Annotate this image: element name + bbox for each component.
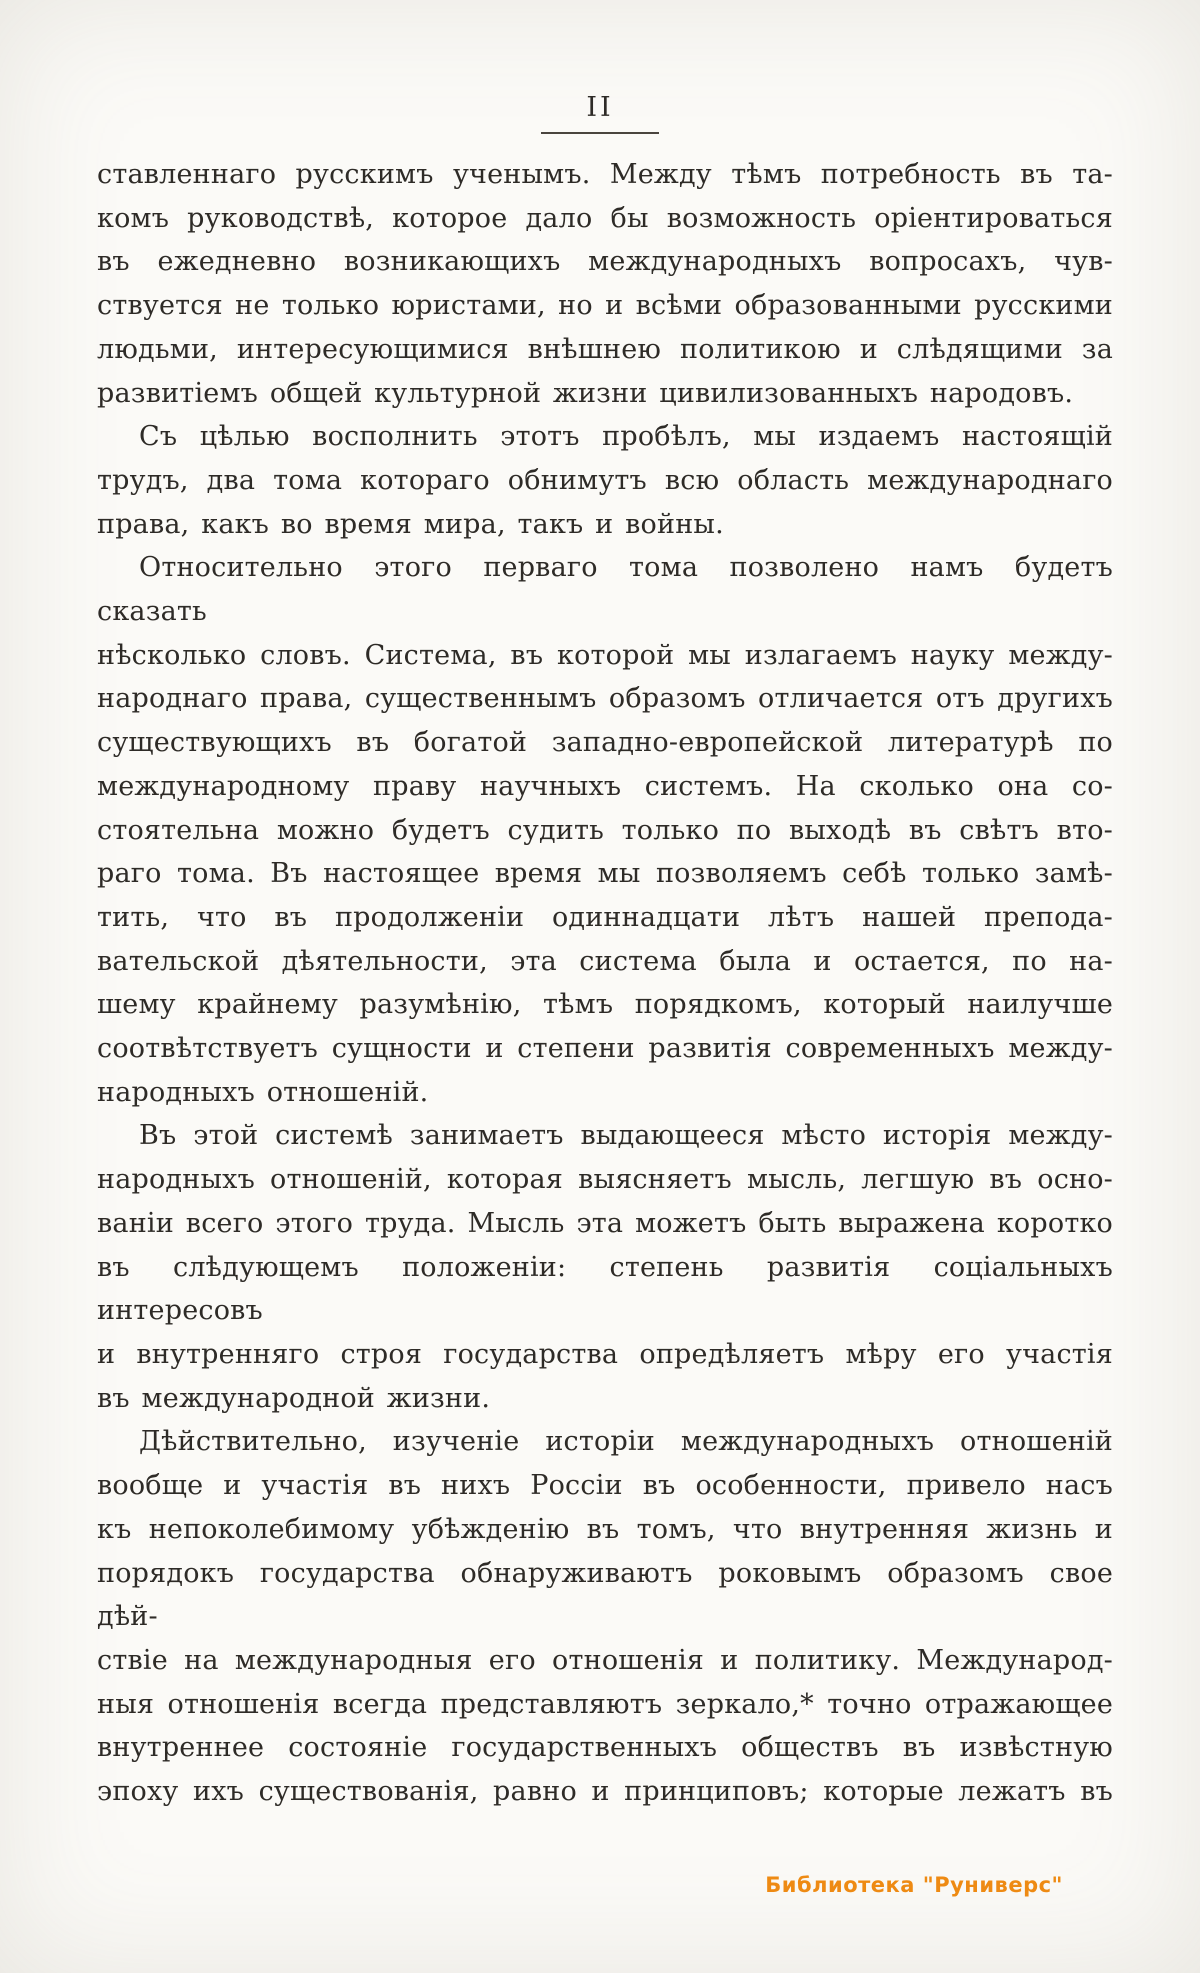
text-line: нѣсколько словъ. Система, въ которой мы излагаемъ науку между- bbox=[97, 639, 1113, 671]
library-watermark: Библиотека "Руниверс" bbox=[765, 1873, 1063, 1897]
text-line: Относительно этого перваго тома позволено намъ будетъ сказать bbox=[97, 552, 1113, 628]
text-line: ваніи всего этого труда. Мысль эта можетъ быть выражена коротко bbox=[97, 1207, 1113, 1239]
text-line: въ ежедневно возникающихъ международныхъ вопросахъ, чув- bbox=[97, 246, 1113, 278]
text-line: вообще и участія въ нихъ Россіи въ особенности, привело насъ bbox=[97, 1470, 1113, 1502]
text-line: Въ этой системѣ занимаетъ выдающееся мѣсто исторія между- bbox=[139, 1120, 1113, 1152]
paragraph bbox=[97, 153, 1113, 415]
text-line: порядокъ государства обнаруживаютъ роковымъ образомъ свое дѣй- bbox=[97, 1557, 1113, 1633]
text-line: и внутренняго строя государства опредѣляетъ мѣру его участія bbox=[97, 1338, 1113, 1370]
text-line: раго тома. Въ настоящее время мы позволяемъ себѣ только замѣ- bbox=[97, 858, 1113, 890]
paragraph bbox=[97, 546, 1113, 1114]
header-rule bbox=[541, 132, 659, 134]
text-line: Съ цѣлью восполнить этотъ пробѣлъ, мы издаемъ настоящій bbox=[139, 421, 1113, 453]
paragraph bbox=[97, 1114, 1113, 1420]
text-line: ставленнаго русскимъ ученымъ. Между тѣмъ потребность въ та- bbox=[97, 159, 1113, 190]
page-header bbox=[0, 92, 1200, 134]
text-line: ствуется не только юристами, но и всѣми образованными русскими bbox=[97, 290, 1113, 322]
text-line: въ слѣдующемъ положеніи: степень развитія соціальныхъ интересовъ bbox=[97, 1251, 1113, 1327]
text-line: ныя отношенія всегда представляютъ зеркало,* точно отражающее bbox=[97, 1688, 1113, 1720]
text-line: внутреннее состояніе государственныхъ обществъ въ извѣстную bbox=[97, 1732, 1113, 1764]
text-line: вательской дѣятельности, эта система была и остается, по на- bbox=[97, 945, 1113, 977]
text-line: развитіемъ общей культурной жизни цивилизованныхъ народовъ. bbox=[97, 377, 1074, 409]
text-line: ствіе на международныя его отношенія и политику. Международ- bbox=[97, 1644, 1113, 1676]
text-line: въ международной жизни. bbox=[97, 1382, 491, 1414]
text-line: народныхъ отношеній. bbox=[97, 1076, 429, 1108]
text-line: тить, что въ продолженіи одиннадцати лѣтъ нашей препода- bbox=[97, 901, 1113, 933]
text-line: Дѣйствительно, изученіе исторіи международныхъ отношеній bbox=[139, 1426, 1113, 1458]
text-line: права, какъ во время мира, такъ и войны. bbox=[97, 508, 724, 540]
text-line: международному праву научныхъ системъ. На сколько она со- bbox=[97, 770, 1113, 802]
paragraph bbox=[97, 415, 1113, 546]
text-line: шему крайнему разумѣнію, тѣмъ порядкомъ, который наилучше bbox=[97, 989, 1113, 1021]
text-line: трудъ, два тома котораго обнимутъ всю область международнаго bbox=[97, 464, 1113, 496]
text-line: эпоху ихъ существованія, равно и принциповъ; которые лежатъ въ bbox=[97, 1776, 1113, 1808]
text-line: людьми, интересующимися внѣшнею политикою и слѣдящими за bbox=[97, 333, 1113, 365]
paragraph bbox=[97, 1420, 1113, 1813]
text-line: къ непоколебимому убѣжденію въ томъ, что внутренняя жизнь и bbox=[97, 1513, 1113, 1545]
text-line: комъ руководствѣ, которое дало бы возможность оріентироваться bbox=[97, 202, 1113, 234]
page-number: II bbox=[586, 92, 614, 123]
text-line: народнаго права, существеннымъ образомъ отличается отъ другихъ bbox=[97, 683, 1113, 715]
text-line: стоятельна можно будетъ судить только по выходѣ въ свѣтъ вто- bbox=[97, 814, 1113, 846]
text-block bbox=[97, 153, 1113, 1814]
text-line: существующихъ въ богатой западно-европейской литературѣ по bbox=[97, 727, 1113, 759]
text-line: народныхъ отношеній, которая выясняетъ мысль, легшую въ осно- bbox=[97, 1164, 1113, 1196]
text-line: соотвѣтствуетъ сущности и степени развитія современныхъ между- bbox=[97, 1033, 1113, 1065]
